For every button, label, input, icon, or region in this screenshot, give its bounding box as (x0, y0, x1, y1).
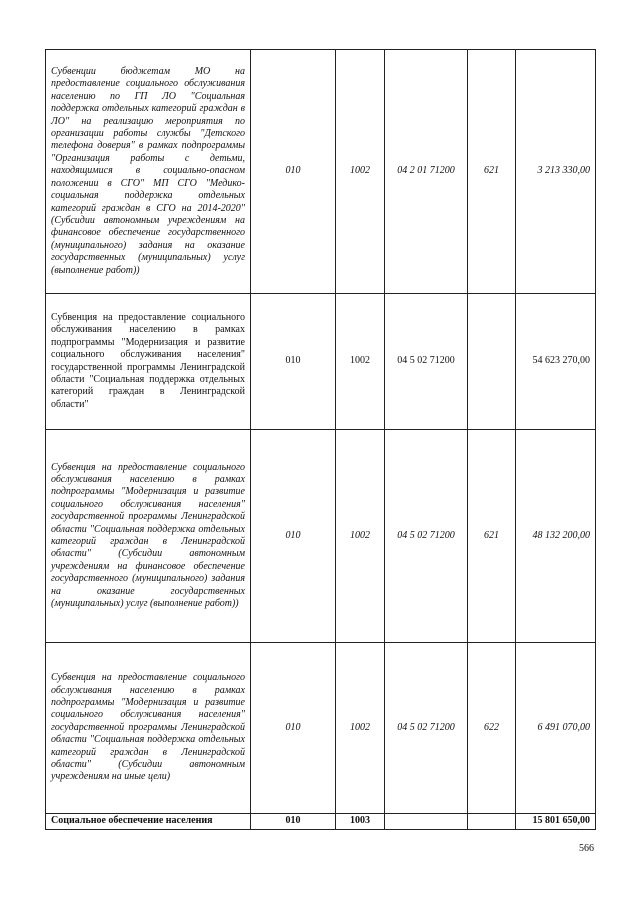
table-row-vr (467, 813, 516, 830)
page-number: 566 (579, 843, 594, 854)
table-row-amount: 3 213 330,00 (515, 49, 596, 294)
table-row-amount: 48 132 200,00 (515, 429, 596, 643)
table-row-section: 1002 (335, 49, 385, 294)
table-row-vr: 621 (467, 49, 516, 294)
table-row-description: Субвенции бюджетам МО на предоставление социального обслуживания населению по ГП ЛО "Социальная поддержка отдельных категорий граждан в ЛО" на реализацию мероприятия по организации работы службы "Детского телефона доверия" в рамках подпрограммы "Организация работы с детьми, находящимися в социально-опасном положении в СГО" МП СГО "Медико-социальная поддержка отдельных категорий граждан в СГО на 2014-2020" (Субсидии автономным учреждениям на финансовое обеспечение государственного (муниципального) задания на оказание государственных (муниципальных) услуг (выполнение работ)) (45, 49, 251, 294)
table-row-grbs: 010 (250, 429, 336, 643)
table-row-grbs: 010 (250, 49, 336, 294)
table-row-target: 04 5 02 71200 (384, 642, 468, 814)
table-row-amount: 6 491 070,00 (515, 642, 596, 814)
table-row-grbs: 010 (250, 813, 336, 830)
table-row-description: Социальное обеспечение населения (45, 813, 251, 830)
table-row-grbs: 010 (250, 293, 336, 430)
table-row-description: Субвенция на предоставление социального обслуживания населению в рамках подпрограммы "Модернизация и развитие социального обслуживания населения" государственной программы Ленинградской области "Социальная поддержка отдельных категорий граждан в Ленинградской области" (45, 293, 251, 430)
table-row-amount: 15 801 650,00 (515, 813, 596, 830)
table-row-section: 1002 (335, 429, 385, 643)
table-row-section: 1003 (335, 813, 385, 830)
table-row-section: 1002 (335, 293, 385, 430)
table-row-target (384, 813, 468, 830)
table-row-grbs: 010 (250, 642, 336, 814)
table-row-target: 04 2 01 71200 (384, 49, 468, 294)
table-row-amount: 54 623 270,00 (515, 293, 596, 430)
table-row-target: 04 5 02 71200 (384, 429, 468, 643)
table-row-vr (467, 293, 516, 430)
table-row-section: 1002 (335, 642, 385, 814)
table-row-vr: 622 (467, 642, 516, 814)
table-row-description: Субвенция на предоставление социального обслуживания населению в рамках подпрограммы "Модернизация и развитие социального обслуживания населения" государственной программы Ленинградской области "Социальная поддержка отдельных категорий граждан в Ленинградской области" (Субсидии автономным учреждениям на иные цели) (45, 642, 251, 814)
table-row-vr: 621 (467, 429, 516, 643)
budget-table (46, 50, 596, 831)
table-row-description: Субвенция на предоставление социального обслуживания населению в рамках подпрограммы "Модернизация и развитие социального обслуживания населения" государственной программы Ленинградской области "Социальная поддержка отдельных категорий граждан в Ленинградской области" (Субсидии автономным учреждениям на финансовое обеспечение государственного (муниципального) задания на оказание государственных (муниципальных) услуг (выполнение работ)) (45, 429, 251, 643)
table-row-target: 04 5 02 71200 (384, 293, 468, 430)
